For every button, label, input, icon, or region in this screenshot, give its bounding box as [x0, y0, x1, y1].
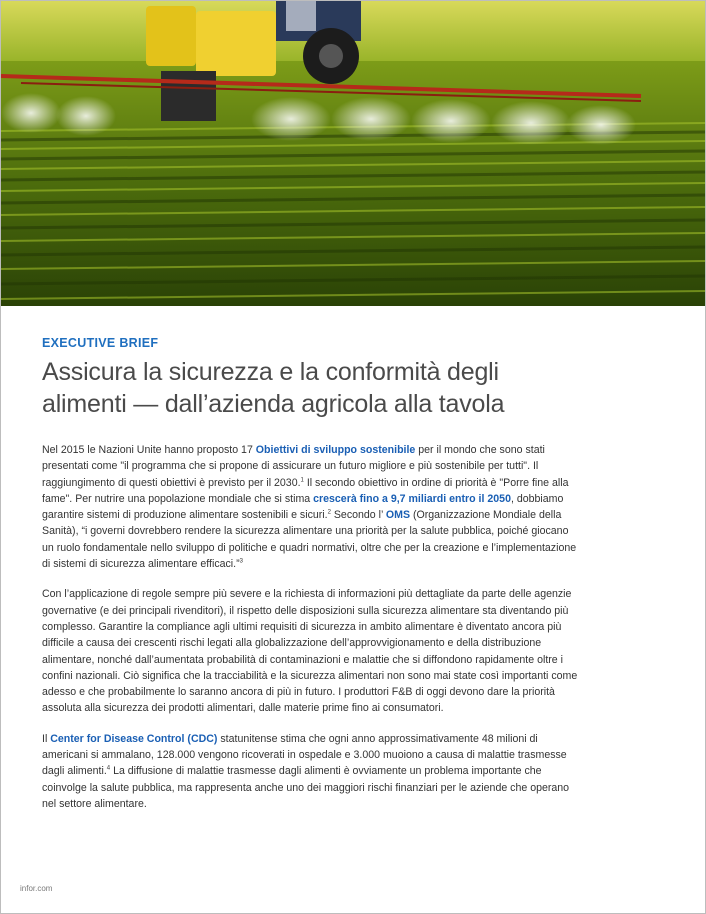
title-line-1: Assicura la sicurezza e la conformità degli	[42, 358, 499, 386]
p1-text-b: per il mondo che sono stati presentati come "il programma che si propone di assicurare un futuro migliore e più sostenibile per tutti". Il raggiungimento di questi obiettivi è previsto per il 2030.	[42, 444, 545, 489]
link-cdc[interactable]: Center for Disease Control (CDC)	[50, 732, 218, 745]
article-content	[42, 336, 582, 826]
p1-text-c: Il secondo obiettivo in ordine di priorità è "Porre fine alla fame". Per nutrire una popolazione mondiale che si stima	[42, 476, 569, 505]
paragraph-3	[42, 731, 582, 812]
footnote-4: 4	[106, 765, 111, 772]
link-oms[interactable]: OMS	[385, 509, 411, 522]
p1-text-d: , dobbiamo garantire sistemi di produzione alimentare sostenibili e sicuri.	[42, 492, 564, 522]
footnote-2: 2	[327, 509, 331, 516]
p1-text-e: Secondo l’	[330, 509, 386, 522]
p3-text-c: La diffusione di malattie trasmesse dagli alimenti è ovviamente un problema importante che coinvolge la salute pubblica, ma rappresenta anche uno dei maggiori rischi finanziari per le aziende che operano nel settore alimentare.	[42, 765, 570, 810]
footer-site-link[interactable]: infor.com	[20, 884, 53, 893]
p3-text-b: statunitense stima che ogni anno approssimativamente 48 milioni di americani si ammalano, 128.000 vengono ricoverati in ospedale e 3.000 muoiono a causa di malattie trasmesse dagli alimenti.	[42, 732, 567, 778]
hero-illustration	[1, 1, 705, 306]
paragraph-1	[42, 442, 582, 572]
hero-photo-tractor-spraying-field	[1, 1, 705, 306]
p1-text-f: (Organizzazione Mondiale della Sanità), “i governi dovrebbero rendere la sicurezza alimentare una priorità per la salute pubblica, poiché giocano un ruolo fondamentale nello sviluppo di politiche e quadri normativi, oltre che per la creazione e l’implementazione di sistemi di sicurezza alimentare efficaci.”	[42, 509, 577, 571]
link-population-growth[interactable]: crescerà fino a 9,7 miliardi entro il 2050	[313, 492, 511, 505]
title-line-2: alimenti — dall’azienda agricola alla tavola	[42, 390, 505, 418]
page-title	[42, 356, 582, 420]
footnote-1: 1	[300, 477, 304, 484]
link-sustainable-development-goals[interactable]: Obiettivi di sviluppo sostenibile	[255, 444, 416, 456]
p3-text-a: Il	[42, 732, 51, 745]
p1-text-a: Nel 2015 le Nazioni Unite hanno proposto 17	[42, 444, 256, 456]
eyebrow-label: EXECUTIVE BRIEF	[42, 336, 159, 350]
paragraph-2: Con l’applicazione di regole sempre più severe e la richiesta di informazioni più dettagliate da parte delle agenzie governative (e dei principali rivenditori), il rispetto delle disposizioni sulla sicurezza alimentare sta diventando più complesso. Garantire la compliance agli ultimi requisiti di sicurezza in ambito alimentare è diventato ancora più difficile a causa dei crescenti rischi legati alla globalizzazione dell’approvvigionamento e della distribuzione alimentare, nonché dall’aumentata probabilità di contaminazioni e malattie che si diffondono rapidamente oltre i confini nazionali. Ciò significa che la tracciabilità e la sicurezza alimentari non sono mai state così importanti come adesso e che probabilmente lo saranno ancora di più in futuro. I produttori F&B di oggi devono dare la priorità assoluta alla sicurezza dei prodotti alimentari, dalle materie prime fino ai consumatori.	[42, 588, 578, 715]
footnote-3: 3	[239, 558, 243, 565]
